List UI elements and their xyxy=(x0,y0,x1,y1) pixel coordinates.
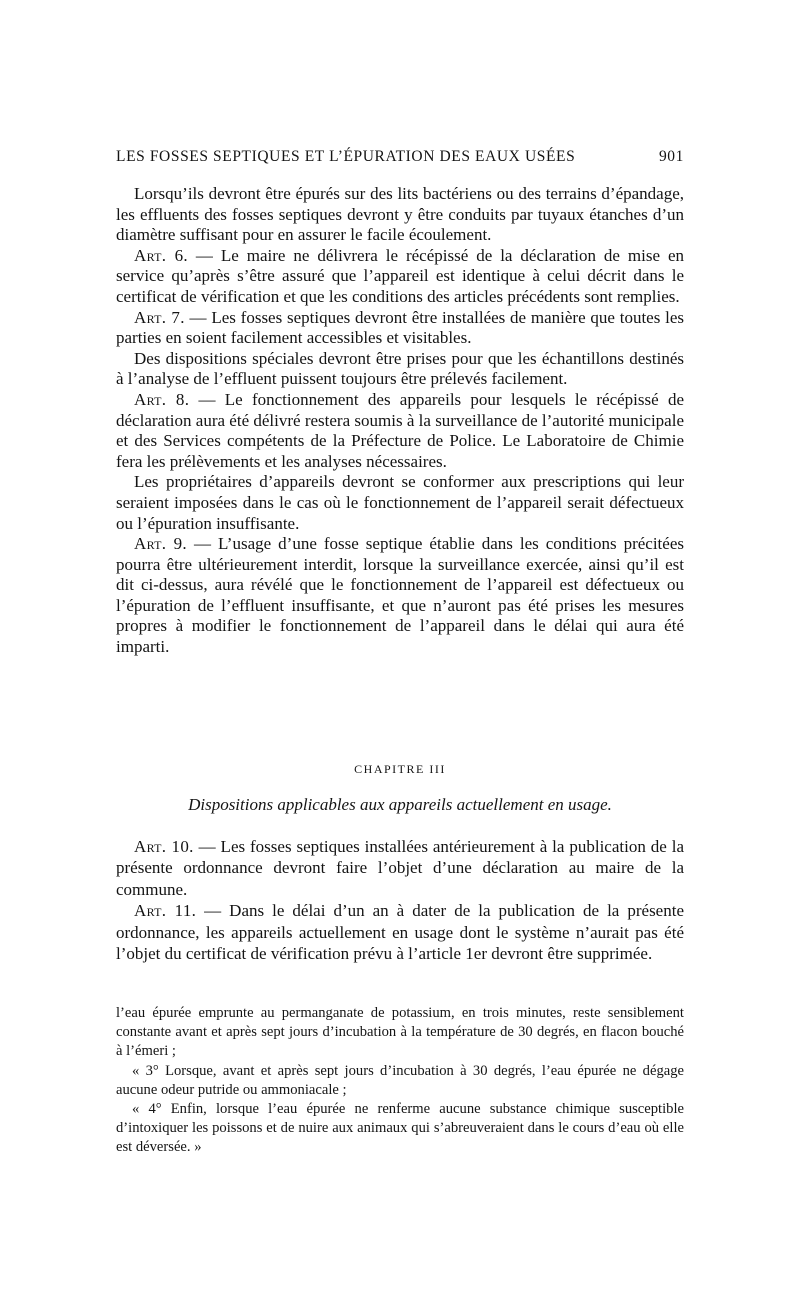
article-8-paragraph: Art. 8. — Le fonctionnement des appareils pour lesquels le récépissé de déclaration aura été délivré restera soumis à la surveillance de l’autorité municipale et des Services compétents de la Préfecture de Police. Le Laboratoire de Chimie fera les prélèvements et les analyses nécessaires. xyxy=(116,389,684,471)
footnote-line: l’eau épurée emprunte au permanganate de potassium, en trois minutes, reste sensiblement constante avant et après sept jours d’incubation à la température de 30 degrés, en flacon bouché à l’émeri ; xyxy=(116,1005,684,1060)
article-label: Art. 10. xyxy=(134,837,194,856)
paragraph: Lorsqu’ils devront être épurés sur des lits bactériens ou des terrains d’épandage, les effluents des fosses septiques devront y être conduits par tuyaux étanches d’un diamètre suffisant pour en assurer le facile écoulement. xyxy=(116,184,684,245)
article-9-paragraph: Art. 9. — L’usage d’une fosse septique établie dans les conditions précitées pourra être ultérieurement interdit, lorsque la surveillance exercée, ainsi qu’il est dit ci-dessus, aura révélé que le fonctionnement de l’appareil est défectueux ou l’épuration de l’effluent insuffisante, et que n’auront pas été prises les mesures propres à modifier le fonctionnement de l’appareil dans le délai qui aura été imparti. xyxy=(116,534,684,657)
footnote-line: « 3° Lorsque, avant et après sept jours d’incubation à 30 degrés, l’eau épurée ne dégage aucune odeur putride ou ammoniacale ; xyxy=(116,1062,684,1098)
running-title: LES FOSSES SEPTIQUES ET L’ÉPURATION DES EAUX USÉES xyxy=(116,148,576,165)
article-6-paragraph: Art. 6. — Le maire ne délivrera le récépissé de la déclaration de mise en service qu’après s’être assuré que l’appareil est identique à celui décrit dans le certificat de vérification et que les conditions des articles précédents sont remplies. xyxy=(116,245,684,306)
chapter-heading: CHAPITRE III xyxy=(354,762,446,776)
article-11-paragraph: Art. 11. — Dans le délai d’un an à dater de la publication de la présente ordonnance, les appareils actuellement en usage dont le système n’aurait pas été l’objet du certificat de vérification prévu à l’article 1er devront être supprimée. xyxy=(116,901,684,964)
article-label: Art. 6. xyxy=(134,245,188,265)
article-10-paragraph: Art. 10. — Les fosses septiques installées antérieurement à la publication de la présente ordonnance devront faire l’objet d’une déclaration au maire de la commune. xyxy=(116,837,684,899)
article-label: Art. 7. xyxy=(134,307,185,327)
page-number: 901 xyxy=(658,148,684,165)
footnote-block xyxy=(116,1004,684,1158)
article-label: Art. 8. xyxy=(134,389,190,409)
footnote-line: « 4° Enfin, lorsque l’eau épurée ne renferme aucune substance chimique susceptible d’intoxiquer les poissons et de nuire aux animaux qui s’abreuveraient dans le cours d’eau où elle est déversée. » xyxy=(116,1101,684,1156)
article-label: Art. 9. xyxy=(134,534,187,554)
paragraph: Les propriétaires d’appareils devront se conformer aux prescriptions qui leur seraient imposées dans le cas où le fonctionnement de l’appareil serait défectueux ou l’épuration insuffisante. xyxy=(116,472,684,533)
article-7-paragraph: Art. 7. — Les fosses septiques devront être installées de manière que toutes les parties en soient facilement accessibles et visitables. xyxy=(116,307,685,348)
paragraph: Des dispositions spéciales devront être prises pour que les échantillons destinés à l’analyse de l’effluent puissent toujours être prélevés facilement. xyxy=(116,348,684,389)
chapter-text-block xyxy=(116,836,684,964)
article-label: Art. 11. xyxy=(134,901,197,921)
chapter-title: Dispositions applicables aux appareils actuellement en usage. xyxy=(188,795,612,814)
main-text-block xyxy=(116,184,684,658)
running-header xyxy=(116,148,684,166)
